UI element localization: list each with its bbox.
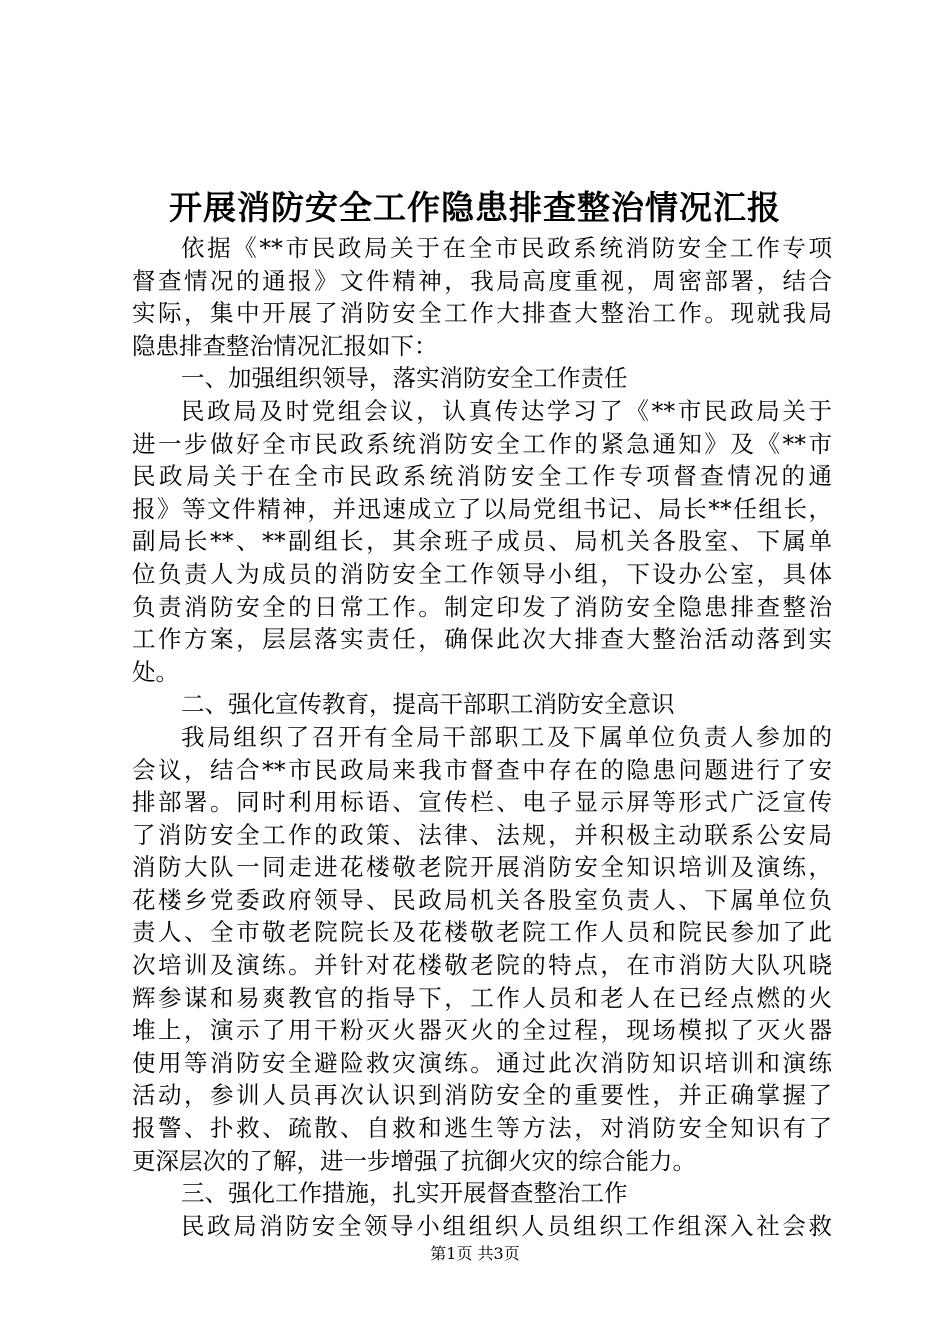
paragraph-line: 民政局关于在全市民政系统消防安全工作专项督查情况的通 bbox=[132, 462, 832, 491]
paragraph-line: 依据《**市民政局关于在全市民政系统消防安全工作专项 bbox=[181, 234, 832, 262]
section-heading: 二、强化宣传教育，提高干部职工消防安全意识 bbox=[181, 690, 675, 719]
page-indicator: 第1页 共3页 bbox=[430, 1244, 520, 1263]
paragraph-line: 民政局及时党组会议，认真传达学习了《**市民政局关于 bbox=[181, 396, 832, 425]
paragraph-line: 隐患排查整治情况汇报如下： bbox=[132, 331, 438, 360]
paragraph-line: 督查情况的通报》文件精神，我局高度重视，周密部署，结合 bbox=[132, 266, 832, 295]
paragraph-line: 了消防安全工作的政策、法律、法规，并积极主动联系公安局 bbox=[132, 820, 832, 849]
paragraph-line: 报》等文件精神，并迅速成立了以局党组书记、局长**任组长， bbox=[132, 494, 832, 523]
paragraph-line: 使用等消防安全避险救灾演练。通过此次消防知识培训和演练 bbox=[132, 1048, 832, 1077]
paragraph-line: 辉参谋和易爽教官的指导下，工作人员和老人在已经点燃的火 bbox=[132, 983, 832, 1012]
paragraph-line: 我局组织了召开有全局干部职工及下属单位负责人参加的 bbox=[181, 722, 832, 751]
paragraph-line: 排部署。同时利用标语、宣传栏、电子显示屏等形式广泛宣传 bbox=[132, 788, 832, 817]
paragraph-line: 消防大队一同走进花楼敬老院开展消防安全知识培训及演练， bbox=[132, 853, 832, 882]
paragraph-line: 民政局消防安全领导小组组织人员组织工作组深入社会救 bbox=[181, 1211, 832, 1240]
paragraph-line: 会议，结合**市民政局来我市督查中存在的隐患问题进行了安 bbox=[132, 755, 832, 784]
paragraph-line: 处。 bbox=[132, 657, 179, 686]
paragraph-line: 次培训及演练。并针对花楼敬老院的特点，在市消防大队巩晓 bbox=[132, 951, 832, 980]
paragraph-line: 进一步做好全市民政系统消防安全工作的紧急通知》及《**市 bbox=[132, 429, 832, 458]
section-heading: 三、强化工作措施，扎实开展督查整治工作 bbox=[181, 1179, 628, 1208]
paragraph-line: 副局长**、**副组长，其余班子成员、局机关各股室、下属单 bbox=[132, 527, 832, 556]
paragraph-line: 责人、全市敬老院院长及花楼敬老院工作人员和院民参加了此 bbox=[132, 918, 832, 947]
paragraph-line: 花楼乡党委政府领导、民政局机关各股室负责人、下属单位负 bbox=[132, 885, 832, 914]
paragraph-line: 更深层次的了解，进一步增强了抗御火灾的综合能力。 bbox=[132, 1146, 696, 1175]
paragraph-line: 活动，参训人员再次认识到消防安全的重要性，并正确掌握了 bbox=[132, 1081, 832, 1110]
paragraph-line: 负责消防安全的日常工作。制定印发了消防安全隐患排查整治 bbox=[132, 592, 832, 621]
document-title: 开展消防安全工作隐患排查整治情况汇报 bbox=[169, 188, 781, 227]
document-body bbox=[132, 232, 832, 1242]
paragraph-line: 工作方案，层层落实责任，确保此次大排查大整治活动落到实 bbox=[132, 625, 832, 654]
paragraph-line: 堆上，演示了用干粉灭火器灭火的全过程，现场模拟了灭火器 bbox=[132, 1016, 832, 1045]
paragraph-line: 报警、扑救、疏散、自救和逃生等方法，对消防安全知识有了 bbox=[132, 1114, 832, 1143]
paragraph-line: 位负责人为成员的消防安全工作领导小组，下设办公室，具体 bbox=[132, 559, 832, 588]
section-heading: 一、加强组织领导，落实消防安全工作责任 bbox=[181, 364, 628, 393]
paragraph-line: 实际，集中开展了消防安全工作大排查大整治工作。现就我局 bbox=[132, 299, 832, 328]
